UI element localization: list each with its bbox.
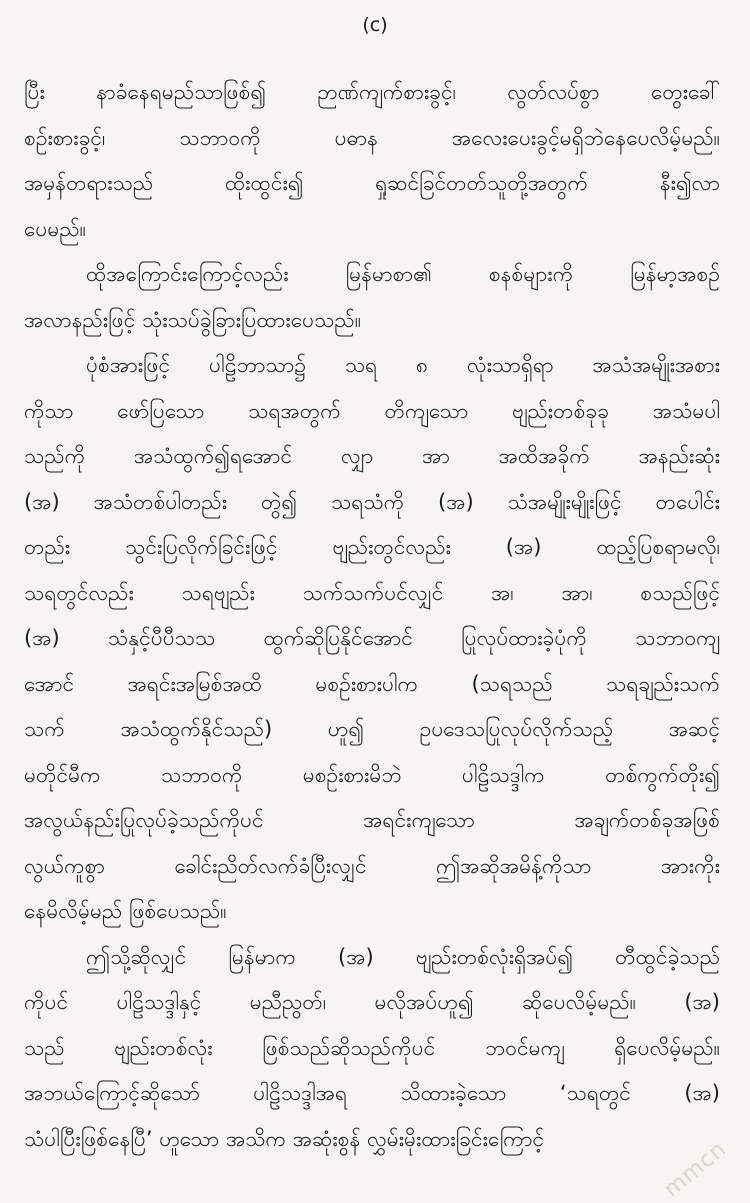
text-line: အမှန်တရားသည် ထိုးထွင်း၍ ရှုဆင်ခြင်တတ်သူတို့အတွက် နီး၍လာ (24, 171, 720, 195)
text-line: ဤသို့ဆိုလျှင် မြန်မာက (အ) ဗျည်းတစ်လုံးရှိအပ်၍ တီထွင်ခဲ့သည် (86, 944, 720, 969)
watermark: mmcn (659, 1136, 732, 1203)
text-line: အဘယ်ကြောင့်ဆိုသော် ပါဠိသဒ္ဒါအရ သိထားခဲ့သော ‘သရတွင် (အ) (24, 1081, 720, 1105)
text-line: (အ) သံနှင့်ပီပီသသ ထွက်ဆိုပြနိုင်အောင် ပြုလုပ်ထားခဲ့ပုံကို သဘာဝကျ (24, 626, 720, 650)
text-line: ပေမည်။ (24, 216, 87, 241)
body-text (24, 70, 720, 1162)
text-line: မတိုင်မီက သဘာဝကို မစဉ်းစားမိဘဲ ပါဠိသဒ္ဒါက တစ်ကွက်တိုး၍ (24, 762, 720, 787)
text-line: သရတွင်လည်း သရဗျည်း သက်သက်ပင်လျှင် အ၊ အာ၊ စသည်ဖြင့် (24, 580, 720, 605)
text-line: ကိုသာ ဖော်ပြသော သရအတွက် တိကျသော ဗျည်းတစ်ခုခု အသံမပါ (24, 398, 720, 423)
text-line: နေမိလိမ့်မည် ဖြစ်ပေသည်။ (24, 899, 227, 923)
text-line: အလွယ်နည်းပြုလုပ်ခဲ့သည်ကိုပင် အရင်းကျသော အချက်တစ်ခုအဖြစ် (24, 808, 720, 832)
text-line: သည်ကို အသံထွက်၍ရအောင် လျှာ အာ အထိအခိုက် အနည်းဆုံး (24, 444, 720, 468)
text-line: သက် အသံထွက်နိုင်သည်) ဟူ၍ ဥပဒေသပြုလုပ်လိုက်သည့် အဆင့် (24, 717, 720, 741)
text-line: သည် ဗျည်းတစ်လုံး ဖြစ်သည်ဆိုသည်ကိုပင် ဘဝင်မကျ ရှိပေလိမ့်မည်။ (24, 1035, 720, 1060)
text-line: ထိုအကြောင်းကြောင့်လည်း မြန်မာစာ၏ စနစ်များကို မြန်မာ့အစဉ် (86, 262, 720, 286)
text-line: ပြီး နာခံနေရမည်သာဖြစ်၍ ဉာဏ်ကျက်စားခွင့်၊ လွတ်လပ်စွာ တွေးခေါ် (24, 80, 720, 104)
text-line: အောင် အရင်းအမြစ်အထိ မစဉ်းစားပါက (သရသည် သရချည်းသက် (24, 671, 720, 696)
text-line: ကိုပင် ပါဠိသဒ္ဒါနှင့် မညီညွတ်၊ မလိုအပ်ဟူ၍ ဆိုပေလိမ့်မည်။ (အ) (24, 990, 720, 1014)
text-line: ပုံစံအားဖြင့် ပါဠိဘာသာ၌ သရ ၈ လုံးသာရှိရာ အသံအမျိုးအစား (86, 353, 720, 377)
text-line: သံပါပြီးဖြစ်နေပြီ’ ဟူသော အသိက အဆုံးစွန် လွှမ်းမိုးထားခြင်းကြောင့် (24, 1126, 545, 1151)
paragraph (24, 252, 720, 343)
text-line: တည်း သွင်းပြလိုက်ခြင်းဖြင့် ဗျည်းတွင်လည်း (အ) ထည့်ပြစရာမလို၊ (24, 535, 720, 559)
text-line: လွယ်ကူစွာ ခေါင်းညိတ်လက်ခံပြီးလျှင် ဤအဆိုအမိန့်ကိုသာ အားကိုး (24, 853, 720, 878)
paragraph (24, 935, 720, 1163)
page-number: (c) (362, 14, 388, 36)
text-line: (အ) အသံတစ်ပါတည်း တွဲ၍ သရသံကို (အ) သံအမျိုးမျိုးဖြင့် တပေါင်း (24, 489, 720, 514)
paragraph (24, 343, 720, 935)
paragraph (24, 70, 720, 252)
text-line: စဉ်းစားခွင့်၊ သဘာဝကို ပဓာန အလေးပေးခွင့်မရှိဘဲနေပေလိမ့်မည်။ (24, 125, 720, 150)
text-line: အလာနည်းဖြင့် သုံးသပ်ခွဲခြားပြထားပေသည်။ (24, 307, 362, 332)
